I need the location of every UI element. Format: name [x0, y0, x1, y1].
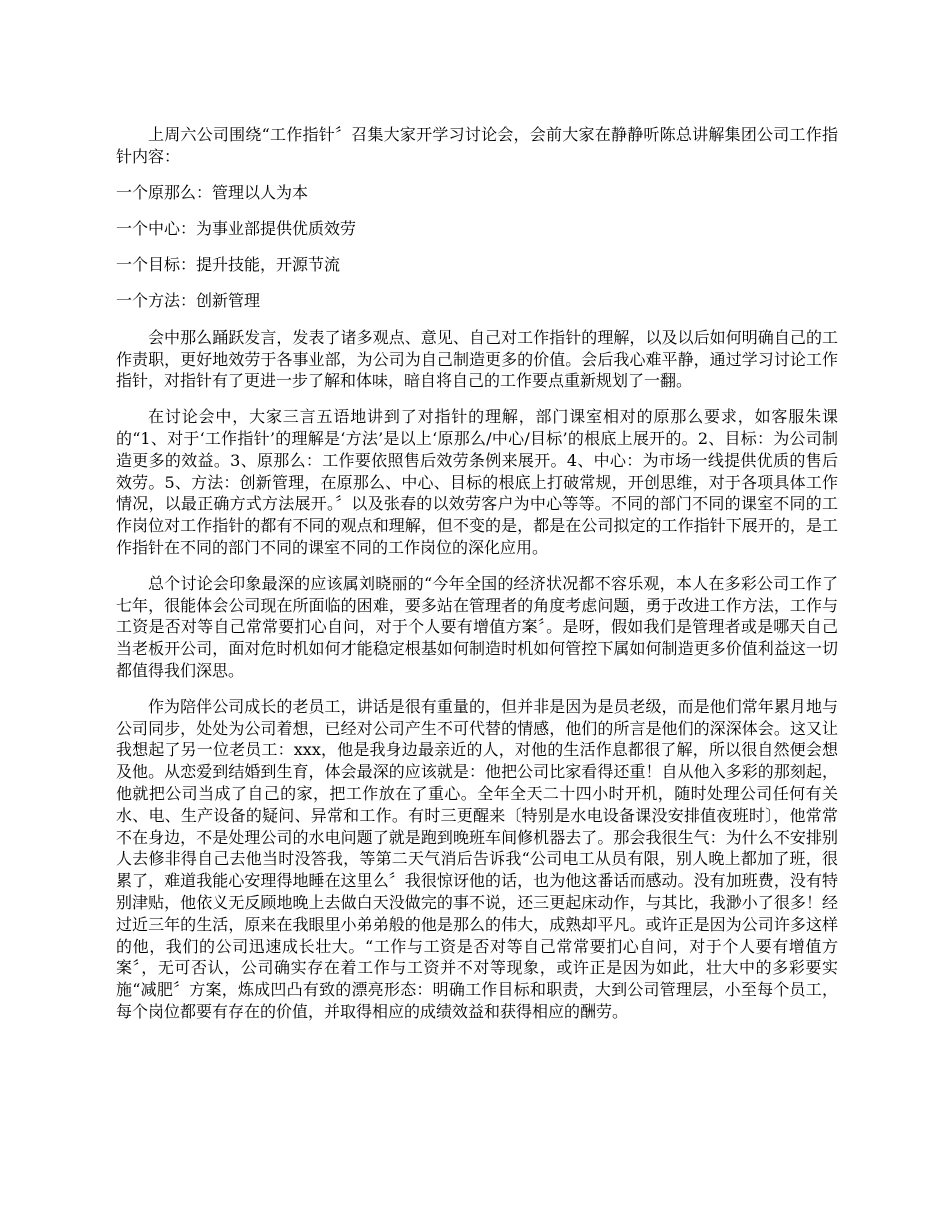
body-paragraph: 总个讨论会印象最深的应该属刘晓丽的“今年全国的经济状况都不容乐观，本人在多彩公司工作了七年，很能体会公司现在所面临的困难，要多站在管理者的角度考虑问题，勇于改进工作方法，工作与工资是否对等自己常常要扪心自问，对于个人要有增值方案〞。是呀，假如我们是管理者或是哪天自己当老板开公司，面对危时机如何才能稳定根基如何制造时机如何管控下属如何制造更多价值利益这一切都值得我们深思。 [116, 573, 838, 680]
body-paragraph: 作为陪伴公司成长的老员工，讲话是很有重量的，但并非是因为是员老级，而是他们常年累月地与公司同步，处处为公司着想，已经对公司产生不可代替的情感，他们的所言是他们的深深体会。这又让我想起了另一位老员工：xxx，他是我身边最亲近的人，对他的生活作息都很了解，所以很自然便会想及他。从恋爱到结婚到生育，体会最深的应该就是：他把公司比家看得还重！自从他入多彩的那刻起，他就把公司当成了自己的家，把工作放在了重心。全年全天二十四小时开机，随时处理公司任何有关水、电、生产设备的疑问、异常和工作。有时三更醒来〔特别是水电设备课没安排值夜班时〕，他常常不在身边，不是处理公司的水电问题了就是跑到晚班车间修机器去了。那会我很生气：为什么不安排别人去修非得自己去他当时没答我，等第二天气消后告诉我“公司电工从员有限，别人晚上都加了班，很累了，难道我能心安理得地睡在这里么〞我很惊讶他的话，也为他这番话而感动。没有加班费，没有特别津贴，他依义无反顾地晚上去做白天没做完的事不说，还三更起床动作，与其比，我渺小了很多！经过近三年的生活，原来在我眼里小弟弟般的他是那么的伟大，成熟却平凡。或许正是因为公司许多这样的他，我们的公司迅速成长壮大。“工作与工资是否对等自己常常要扪心自问，对于个人要有增值方案〞，无可否认，公司确实存在着工作与工资并不对等现象，或许正是因为如此，壮大中的多彩要实施“减肥〞方案，炼成凹凸有致的漂亮形态：明确工作目标和职责，大到公司管理层，小至每个员工，每个岗位都要有存在的价值，并取得相应的成绩效益和获得相应的酬劳。 [116, 696, 838, 1021]
document-body [116, 124, 838, 1037]
intro-paragraph: 上周六公司围绕“工作指针〞召集大家开学习讨论会，会前大家在静静听陈总讲解集团公司工作指针内容： [116, 125, 838, 166]
body-paragraph: 在讨论会中，大家三言五语地讲到了对指针的理解，部门课室相对的原那么要求，如客服朱课的“1、对于‘工作指针’的理解是‘方法’是以上‘原那么/中心/目标’的根底上展开的。2、目标：为公司制造更多的效益。3、原那么：工作要依照售后效劳条例来展开。4、中心：为市场一线提供优质的售后效劳。5、方法：创新管理，在原那么、中心、目标的根底上打破常规，开创思维，对于各项具体工作情况，以最正确方式方法展开。〞以及张春的以效劳客户为中心等等。不同的部门不同的课室不同的工作岗位对工作指针的都有不同的观点和理解，但不变的是，都是在公司拟定的工作指针下展开的，是工作指针在不同的部门不同的课室不同的工作岗位的深化应用。 [116, 407, 838, 557]
point-center: 一个中心：为事业部提供优质效劳 [116, 218, 357, 238]
point-method: 一个方法：创新管理 [116, 291, 261, 311]
body-paragraph: 会中那么踊跃发言，发表了诸多观点、意见、自己对工作指针的理解，以及以后如何明确自己的工作责职，更好地效劳于各事业部，为公司为自己制造更多的价值。会后我心难平静，通过学习讨论工作指针，对指针有了更进一步了解和体味，暗自将自己的工作要点重新规划了一翻。 [116, 327, 838, 391]
point-principle: 一个原那么：管理以人为本 [116, 182, 309, 202]
point-goal: 一个目标：提升技能，开源节流 [116, 255, 341, 275]
